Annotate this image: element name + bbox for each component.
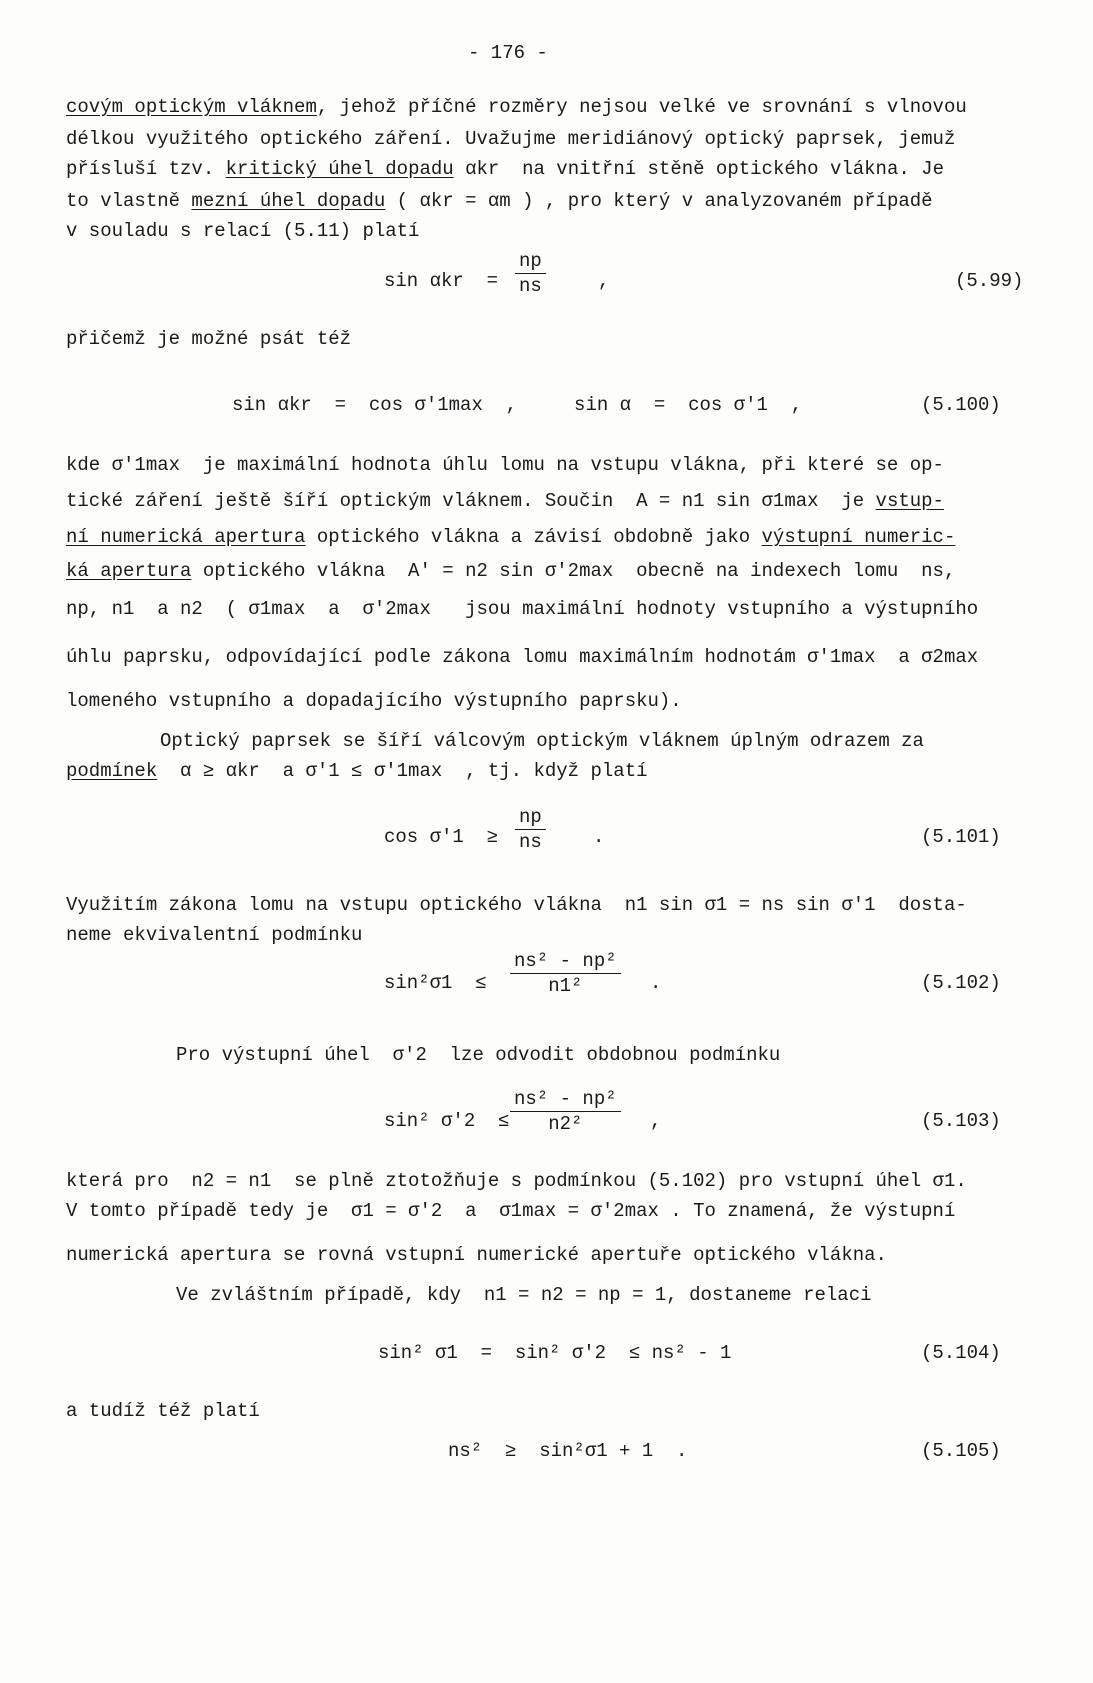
text-span: optického vlákna A' = n2 sin σ'2max obecně na indexech lomu ns, [191, 560, 956, 582]
text-line-9 [66, 528, 955, 547]
term-limit-angle: mezní úhel dopadu [191, 190, 386, 212]
term-input-aperture-cont: ní numerická apertura [66, 526, 306, 548]
equation-5-101-fraction [515, 808, 546, 852]
text-line-3 [66, 160, 944, 179]
fraction-bar [510, 1111, 621, 1112]
equation-5-99-fraction [515, 252, 546, 296]
equation-5-103-fraction [510, 1090, 621, 1134]
text-line-18: Pro výstupní úhel σ'2 lze odvodit obdobnou podmínku [176, 1044, 781, 1066]
text-line-14: Optický paprsek se šíří válcovým optickým vláknem úplným odrazem za [160, 730, 924, 752]
equation-5-102-fraction [510, 952, 621, 996]
text-line-12: úhlu paprsku, odpovídající podle zákona lomu maximálním hodnotám σ'1max a σ2max [66, 646, 979, 668]
text-line-11: np, n1 a n2 ( σ1max a σ'2max jsou maximální hodnoty vstupního a výstupního [66, 598, 979, 620]
text-line-17: neme ekvivalentní podmínku [66, 924, 363, 946]
text-line-15 [66, 762, 648, 781]
equation-number-5-103: (5.103) [921, 1110, 1001, 1132]
text-line-4 [66, 192, 933, 211]
text-line-2: délkou využitého optického záření. Uvažujme meridiánový optický paprsek, jemuž [66, 128, 956, 150]
text-line-16: Využitím zákona lomu na vstupu optického vlákna n1 sin σ1 = ns sin σ'1 dosta- [66, 894, 967, 916]
term-input-aperture: vstup- [875, 490, 944, 512]
text-span: přísluší tzv. [66, 158, 226, 180]
fraction-numerator: np [519, 806, 542, 828]
fraction-bar [515, 273, 546, 274]
equation-5-101-tail: . [593, 826, 605, 848]
equation-5-102-tail: . [650, 972, 662, 994]
fraction-numerator: ns² - np² [514, 950, 617, 972]
term-output-aperture-cont: ká apertura [66, 560, 192, 582]
equation-number-5-100: (5.100) [921, 394, 1001, 416]
text-span: αkr na vnitřní stěně optického vlákna. Je [453, 158, 944, 180]
equation-5-101-lhs: cos σ'1 ≥ [384, 826, 499, 848]
text-line-22: Ve zvláštním případě, kdy n1 = n2 = np = 1, dostaneme relaci [176, 1284, 872, 1306]
text-line-13: lomeného vstupního a dopadajícího výstupního paprsku). [66, 690, 682, 712]
equation-5-100: sin αkr = cos σ'1max , sin α = cos σ'1 , [232, 394, 803, 416]
equation-number-5-105: (5.105) [921, 1440, 1001, 1462]
text-span: tické záření ještě šíří optickým vláknem. Součin A = n1 sin σ1max je [66, 490, 876, 512]
text-line-6: přičemž je možné psát též [66, 328, 352, 350]
text-line-8 [66, 492, 944, 511]
text-line-23: a tudíž též platí [66, 1400, 260, 1422]
page-number: - 176 - [468, 42, 548, 64]
text-line-21: numerická apertura se rovná vstupní numerické apertuře optického vlákna. [66, 1244, 887, 1266]
text-span: α ≥ αkr a σ'1 ≤ σ'1max , tj. když platí [157, 760, 648, 782]
equation-5-103-tail: , [650, 1110, 662, 1132]
equation-5-99-tail: , [598, 270, 610, 292]
fraction-denominator: ns [519, 831, 542, 853]
equation-5-104: sin² σ1 = sin² σ'2 ≤ ns² - 1 [378, 1342, 732, 1364]
fraction-denominator: ns [519, 275, 542, 297]
text-span: , jehož příčné rozměry nejsou velké ve srovnání s vlnovou [316, 96, 967, 118]
fraction-bar [510, 973, 621, 974]
term-output-aperture: výstupní numeric- [761, 526, 956, 548]
text-line-20: V tomto případě tedy je σ1 = σ'2 a σ1max = σ'2max . To znamená, že výstupní [66, 1200, 956, 1222]
text-span: ( αkr = αm ) , pro který v analyzovaném případě [385, 190, 933, 212]
equation-number-5-99: (5.99) [955, 270, 1024, 292]
term-conditions: podmínek [66, 760, 158, 782]
text-line-1 [66, 98, 967, 117]
text-line-7: kde σ'1max je maximální hodnota úhlu lomu na vstupu vlákna, při které se op- [66, 454, 944, 476]
text-line-19: která pro n2 = n1 se plně ztotožňuje s podmínkou (5.102) pro vstupní úhel σ1. [66, 1170, 967, 1192]
fraction-denominator: n1² [548, 975, 583, 997]
equation-5-99-lhs: sin αkr = [384, 270, 499, 292]
fraction-numerator: ns² - np² [514, 1088, 617, 1110]
equation-number-5-104: (5.104) [921, 1342, 1001, 1364]
term-critical-angle: kritický úhel dopadu [225, 158, 454, 180]
text-span: to vlastně [66, 190, 192, 212]
equation-5-103-lhs: sin² σ'2 ≤ [384, 1110, 510, 1132]
fraction-bar [515, 829, 546, 830]
fraction-denominator: n2² [548, 1113, 583, 1135]
text-line-5: v souladu s relací (5.11) platí [66, 220, 420, 242]
equation-5-105: ns² ≥ sin²σ1 + 1 . [448, 1440, 688, 1462]
text-span: optického vlákna a závisí obdobně jako [305, 526, 762, 548]
equation-number-5-101: (5.101) [921, 826, 1001, 848]
text-line-10 [66, 562, 955, 581]
equation-number-5-102: (5.102) [921, 972, 1001, 994]
term-cylindrical-fiber: covým optickým vláknem [66, 96, 317, 118]
equation-5-102-lhs: sin²σ1 ≤ [384, 972, 487, 994]
fraction-numerator: np [519, 250, 542, 272]
